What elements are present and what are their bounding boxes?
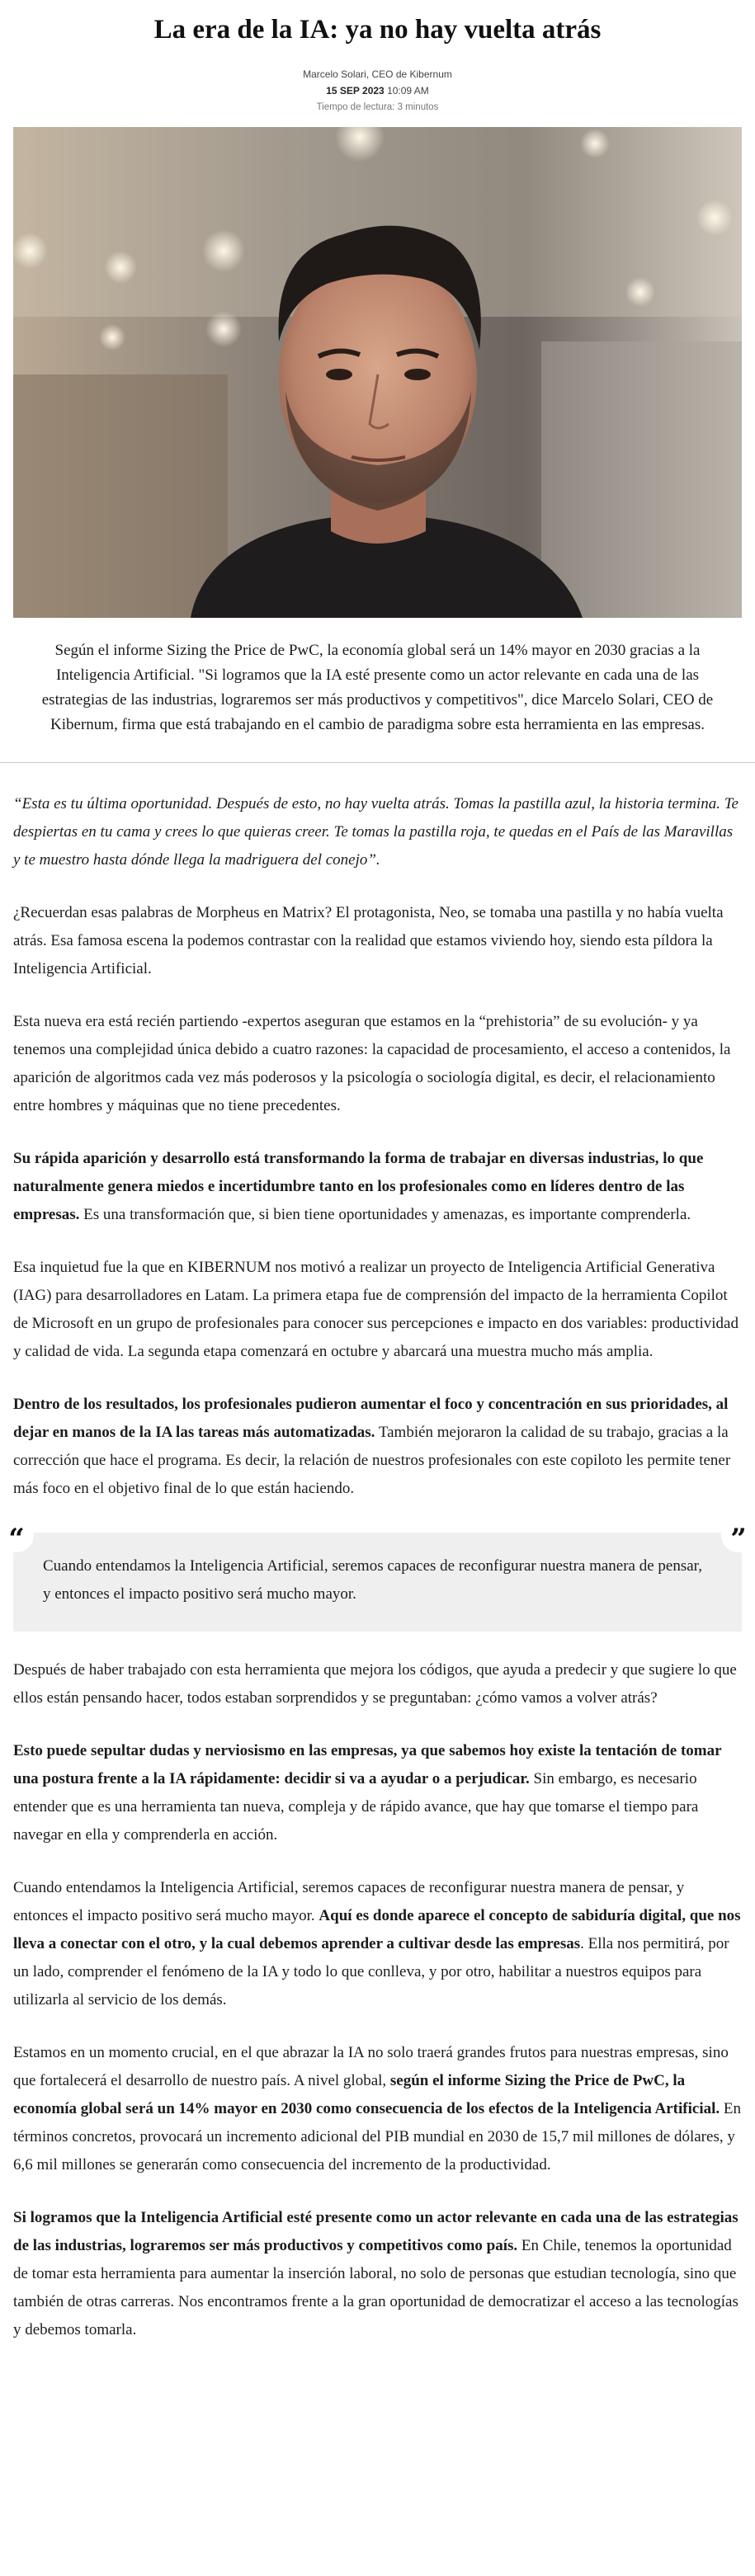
open-quote-icon: “ [0, 1518, 34, 1552]
paragraph-4-bold: Su rápida aparición y desarrollo está transformando la forma de trabajar en diversas industrias, lo que naturalmente genera miedos e incertidumbre tanto en los profesionales como en líderes dentro de las empresas. [13, 1150, 704, 1223]
hero-image [13, 127, 742, 618]
paragraph-8-bold: Esto puede sepultar dudas y nerviosismo en las empresas, ya que sabemos hoy existe la tentación de tomar una postura frente a la IA rápidamente: decidir si va a ayudar o a perjudicar. [13, 1742, 722, 1787]
paragraph-9-bold: Aquí es donde aparece el concepto de sabiduría digital, que nos lleva a conectar con el otro, y la cual debemos aprender a cultivar desde las empresas [13, 1907, 741, 1952]
article-date [0, 82, 755, 99]
paragraph-8-text: Sin embargo, es necesario entender que es una herramienta tan nueva, compleja y de rápido avance, que hay que tomarse el tiempo para navegar en ella y comprenderla en acción. [13, 1770, 699, 1844]
article-lead: Según el informe Sizing the Price de PwC, la economía global será un 14% mayor en 2030 gracias a la Inteligencia Artificial. "Si logramos que la IA esté presente como un actor relevante en cada una de las estrategias de las industrias, lograremos ser más productivos y competitivos", dice Marcelo Solari, CEO de Kibernum, firma que está trabajando en el cambio de paradigma sobre esta herramienta en las empresas. [41, 642, 714, 733]
article-author: Marcelo Solari, CEO de Kibernum [303, 68, 452, 80]
paragraph-11-text: En Chile, tenemos la oportunidad de tomar esta herramienta para aumentar la inserción laboral, no solo de personas que estudian tecnología, sino que también de otras carreras. Nos encontramos frente a la gran oportunidad de democratizar el acceso a las tecnologías y debemos tomarla. [13, 2237, 738, 2338]
paragraph-4-text: Es una transformación que, si bien tiene oportunidades y amenazas, es importante comprenderla. [79, 1206, 691, 1223]
paragraph-8 [13, 1737, 742, 1849]
article-date-day: 15 SEP 2023 [326, 85, 385, 97]
paragraph-10-bold: según el informe Sizing the Price de PwC, la economía global será un 14% mayor en 2030 como consecuencia de los efectos de la Inteligencia Artificial. [13, 2072, 720, 2117]
paragraph-6-bold: Dentro de los resultados, los profesionales pudieron aumentar el foco y concentración en sus prioridades, al dejar en manos de la IA las tareas más automatizadas. [13, 1396, 729, 1441]
paragraph-4 [13, 1145, 742, 1229]
lead-divider [0, 762, 755, 763]
paragraph-9-text-b: . Ella nos permitirá, por un lado, comprender el fenómeno de la IA y todo lo que conlleva, y por otro, habilitar a nuestros equipos para utilizarla al servicio de los demás. [13, 1935, 729, 2009]
article-body-continued [0, 1656, 755, 2344]
paragraph-matrix-quote: “Esta es tu última oportunidad. Después de esto, no hay vuelta atrás. Tomas la pastilla azul, la historia termina. Te despiertas en tu cama y crees lo que quieras creer. Te tomas la pastilla roja, te quedas en el País de las Maravillas y te muestro hasta dónde llega la madriguera del conejo”. [13, 795, 738, 869]
paragraph-11 [13, 2204, 742, 2344]
paragraph-3: Esta nueva era está recién partiendo -expertos aseguran que estamos en la “prehistoria” de su evolución- y ya tenemos una complejidad única debido a cuatro razones: la capacidad de procesamiento, el acceso a contenidos, la aparición de algoritmos cada vez más poderosos y la psicología o sociología digital, es decir, el relacionamiento entre hombres y máquinas que no tiene precedentes. [13, 1013, 731, 1114]
paragraph-9-text-a: Cuando entendamos la Inteligencia Artificial, seremos capaces de reconfigurar nuestra manera de pensar, y entonces el impacto positivo será mucho mayor. [13, 1879, 685, 1924]
paragraph-11-bold: Si logramos que la Inteligencia Artificial esté presente como un actor relevante en cada una de las estrategias de las industrias, lograremos ser más productivos y competitivos como país. [13, 2209, 738, 2254]
paragraph-6 [13, 1391, 742, 1503]
paragraph-10-text-a: Estamos en un momento crucial, en el que abrazar la IA no solo traerá grandes frutos para nuestras empresas, sino que fortalecerá el desarrollo de nuestro país. A nivel global, [13, 2044, 729, 2089]
pull-quote [8, 1523, 747, 1632]
article-date-time: 10:09 AM [387, 85, 429, 97]
article-title: La era de la IA: ya no hay vuelta atrás [153, 15, 602, 45]
paragraph-10 [13, 2039, 742, 2179]
pull-quote-text: Cuando entendamos la Inteligencia Artificial, seremos capaces de reconfigurar nuestra manera de pensar, y entonces el impacto positivo será mucho mayor. [43, 1557, 703, 1603]
paragraph-2: ¿Recuerdan esas palabras de Morpheus en Matrix? El protagonista, Neo, se tomaba una pastilla y no había vuelta atrás. Esa famosa escena la podemos contrastar con la realidad que estamos viviendo hoy, siendo esta píldora la Inteligencia Artificial. [13, 904, 724, 977]
reading-time: Tiempo de lectura: 3 minutos [316, 102, 439, 112]
paragraph-7: Después de haber trabajado con esta herramienta que mejora los códigos, que ayuda a predecir y que sugiere lo que ellos están pensando hacer, todos estaban sorprendidos y se preguntaban: ¿cómo vamos a volver atrás? [13, 1661, 737, 1707]
close-quote-icon: ” [721, 1518, 755, 1552]
paragraph-5: Esa inquietud fue la que en KIBERNUM nos motivó a realizar un proyecto de Inteligencia Artificial Generativa (IAG) para desarrolladores en Latam. La primera etapa fue de comprensión del impacto de la herramienta Copilot de Microsoft en un grupo de profesionales para conocer sus percepciones e impacto en dos variables: productividad y calidad de vida. La segunda etapa comenzará en octubre y abarcará una muestra mucho más amplia. [13, 1259, 738, 1360]
paragraph-10-text-b: En términos concretos, provocará un incremento adicional del PIB mundial en 2030 de 15,7 mil millones de dólares, y 6,6 mil millones se generarán como consecuencia del incremento de la productividad. [13, 2100, 741, 2173]
paragraph-6-text: También mejoraron la calidad de su trabajo, gracias a la corrección que hace el programa. Es decir, la relación de nuestros profesionales con este copiloto les permite tener más foco en el objetivo final de lo que están haciendo. [13, 1424, 731, 1497]
paragraph-9 [13, 1874, 742, 2014]
portrait-photo-illustration [13, 127, 742, 618]
article-header [0, 0, 755, 115]
article-body [0, 790, 755, 1503]
